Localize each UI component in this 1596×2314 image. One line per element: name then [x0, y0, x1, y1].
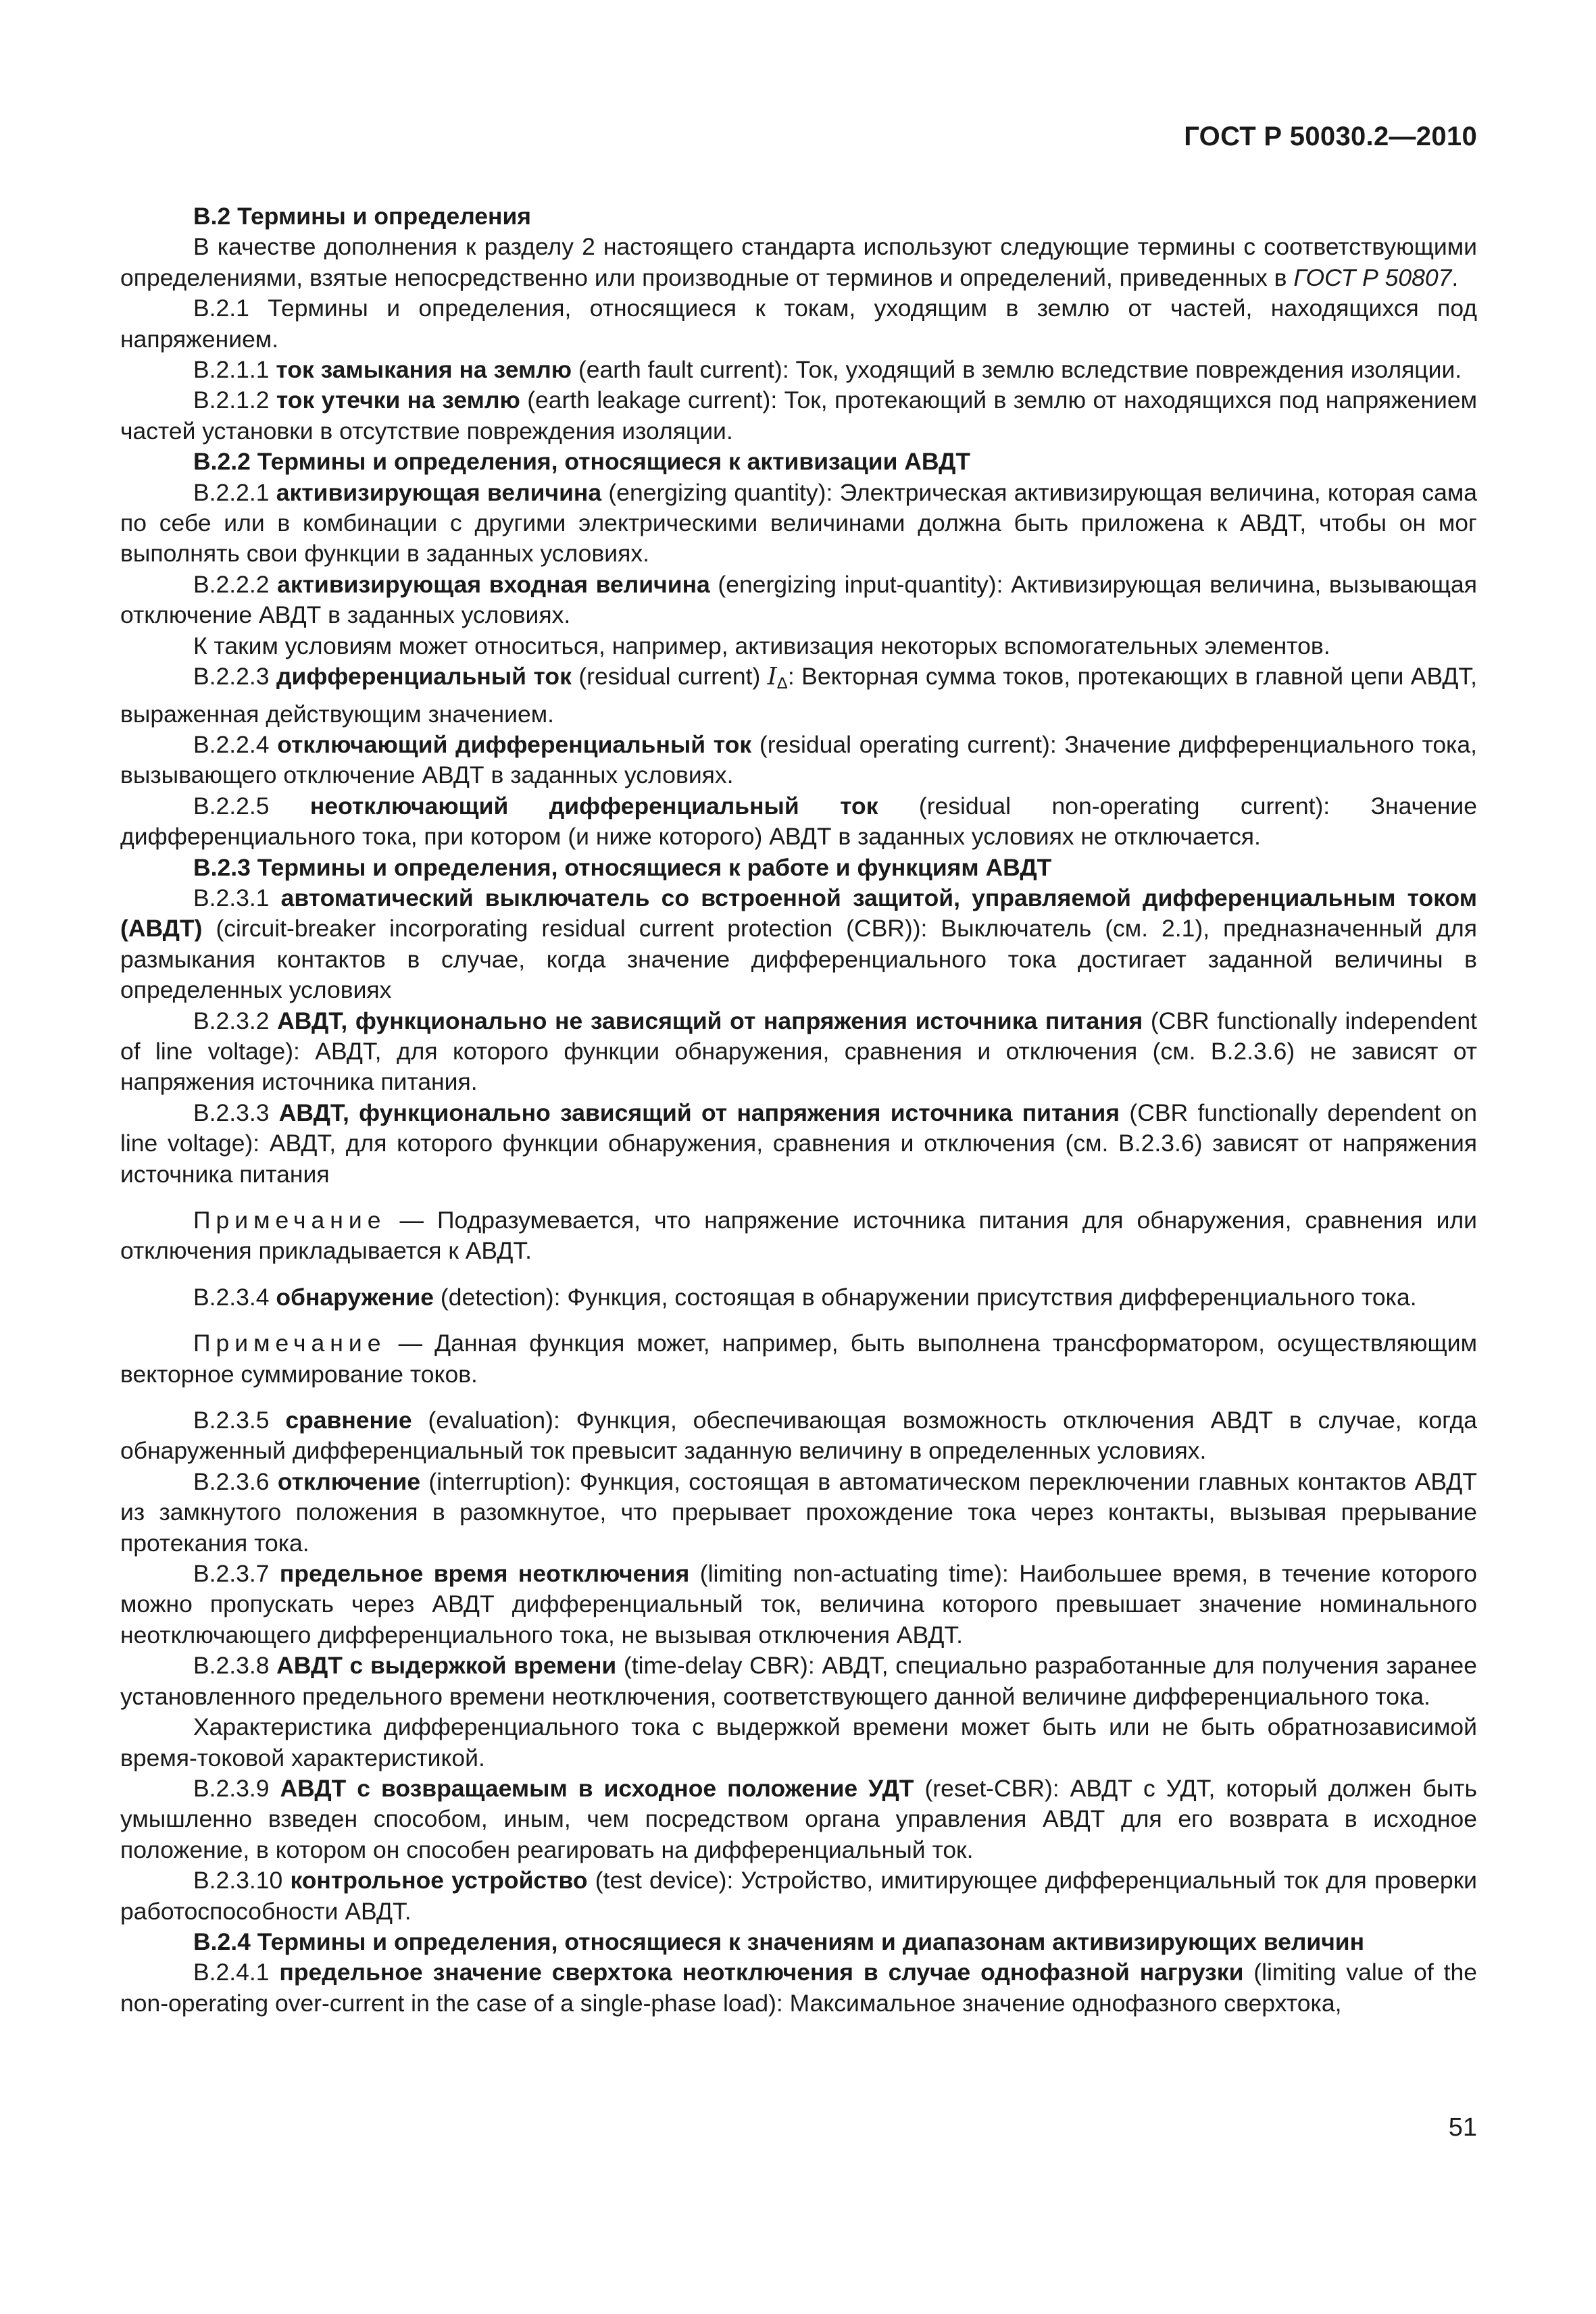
term-definition: В.2.1.2 ток утечки на землю (earth leakage current): Ток, протекающий в землю от находящихся под напряжением частей установки в отсутствие повреждения изоляции.	[120, 386, 1477, 445]
page-number: 51	[1448, 2113, 1477, 2142]
term-definition: В.2.2.3 дифференциальный ток (residual current) $I_\Delta$: Векторная сумма токов, протекающих в главной цепи АВДТ, выраженная действующим значением.	[120, 663, 1478, 728]
symbol: I	[767, 663, 777, 691]
term: АВДТ с выдержкой времени	[276, 1652, 617, 1680]
paragraph: К таким условиям может относиться, например, активизация некоторых вспомогательных элементов.	[193, 632, 1330, 659]
term: отключающий дифференциальный ток	[277, 730, 752, 758]
term-definition: В.2.2.4 отключающий дифференциальный ток (residual operating current): Значение дифференциального тока, вызывающего отключение АВДТ в заданных условиях.	[120, 730, 1477, 789]
paragraph: В качестве дополнения к разделу 2 настоящего стандарта используют следующие термины с соответствующими определениями, взятые непосредственно или производные от терминов и определений, приведенных в ГОСТ Р 50807.	[120, 233, 1477, 291]
note-label: Примечание	[193, 1330, 386, 1357]
term: обнаружение	[276, 1283, 434, 1311]
term: АВДТ, функционально зависящий от напряжения источника питания	[278, 1099, 1120, 1126]
section-heading: В.2 Термины и определения	[193, 203, 532, 230]
section-heading: В.2.4 Термины и определения, относящиеся к значениям и диапазонам активизирующих величин	[193, 1928, 1365, 1955]
term-definition: В.2.3.1 автоматический выключатель со встроенной защитой, управляемой дифференциальным током (АВДТ) (circuit-breaker incorporating residual current protection (CBR)): Выключатель (см. 2.1), предназначенный для размыкания контактов в случае, когда значение дифференциального тока достигает заданной величины в определенных условиях	[120, 884, 1477, 1004]
section-heading: В.2.3 Термины и определения, относящиеся к работе и функциям АВДТ	[193, 853, 1052, 881]
term: отключение	[277, 1467, 421, 1495]
term-definition: В.2.1.1 ток замыкания на землю (earth fault current): Ток, уходящий в землю вследствие повреждения изоляции.	[193, 356, 1462, 384]
note: Примечание — Данная функция может, например, быть выполнена трансформатором, осуществляющим векторное суммирование токов.	[120, 1330, 1477, 1388]
term-definition: В.2.2.2 активизирующая входная величина (energizing input-quantity): Активизирующая величина, вызывающая отключение АВДТ в заданных условиях.	[120, 570, 1477, 629]
term-definition: В.2.3.5 сравнение (evaluation): Функция, обеспечивающая возможность отключения АВДТ в случае, когда обнаруженный дифференциальный ток превысит заданную величину в определенных условиях.	[120, 1407, 1477, 1465]
term-definition: В.2.3.4 обнаружение (detection): Функция, состоящая в обнаружении присутствия дифференциального тока.	[193, 1283, 1417, 1311]
section-heading: В.2.2 Термины и определения, относящиеся к активизации АВДТ	[193, 448, 971, 476]
term: ток утечки на землю	[276, 386, 520, 414]
term-definition: В.2.3.6 отключение (interruption): Функция, состоящая в автоматическом переключении главных контактов АВДТ из замкнутого положения в разомкнутое, что прерывает прохождение тока через контакты, вызывая прерывание протекания тока.	[120, 1467, 1477, 1557]
term: автоматический выключатель со встроенной защитой, управляемой дифференциальным током (АВДТ)	[120, 884, 1477, 942]
term: активизирующая входная величина	[277, 570, 710, 598]
paragraph: Характеристика дифференциального тока с выдержкой времени может быть или не быть обратнозависимой время-токовой характеристикой.	[120, 1713, 1477, 1771]
symbol-subscript: Δ	[776, 674, 788, 693]
document-body	[120, 201, 1477, 2019]
term: предельное значение сверхтока неотключения в случае однофазной нагрузки	[279, 1959, 1244, 1986]
note-label: Примечание	[193, 1207, 386, 1234]
term: дифференциальный ток	[276, 663, 572, 690]
term: АВДТ с возвращаемым в исходное положение УДТ	[280, 1774, 914, 1802]
note: Примечание — Подразумевается, что напряжение источника питания для обнаружения, сравнения или отключения прикладывается к АВДТ.	[120, 1207, 1477, 1265]
term-definition: В.2.3.9 АВДТ с возвращаемым в исходное положение УДТ (reset-CBR): АВДТ с УДТ, который должен быть умышленно взведен способом, иным, чем посредством органа управления АВДТ для его возврата в исходное положение, в котором он способен реагировать на дифференциальный ток.	[120, 1774, 1477, 1863]
term-definition: В.2.3.8 АВДТ с выдержкой времени (time-delay CBR): АВДТ, специально разработанные для получения заранее установленного предельного времени неотключения, соответствующего данной величине дифференциального тока.	[120, 1652, 1477, 1710]
paragraph: В.2.1 Термины и определения, относящиеся к токам, уходящим в землю от частей, находящихся под напряжением.	[120, 295, 1477, 353]
reference: ГОСТ Р 50807	[1293, 263, 1452, 291]
term: АВДТ, функционально не зависящий от напряжения источника питания	[277, 1007, 1143, 1034]
term-definition: В.2.4.1 предельное значение сверхтока неотключения в случае однофазной нагрузки (limiting value of the non-operating over-current in the case of a single-phase load): Максимальное значение однофазного сверхтока,	[120, 1959, 1477, 2017]
term-definition: В.2.3.10 контрольное устройство (test device): Устройство, имитирующее дифференциальный ток для проверки работоспособности АВДТ.	[120, 1867, 1477, 1925]
term-definition: В.2.3.7 предельное время неотключения (limiting non-actuating time): Наибольшее время, в течение которого можно пропускать через АВДТ дифференциальный ток, величина которого превышает значение номинального неотключающего дифференциального тока, не вызывая отключения АВДТ.	[120, 1560, 1477, 1649]
term: неотключающий дифференциальный ток	[309, 792, 878, 820]
term-definition: В.2.2.1 активизирующая величина (energizing quantity): Электрическая активизирующая величина, которая сама по себе или в комбинации с другими электрическими величинами должна быть приложена к АВДТ, чтобы он мог выполнять свои функции в заданных условиях.	[120, 478, 1477, 568]
term: активизирующая величина	[276, 478, 602, 506]
term-definition: В.2.2.5 неотключающий дифференциальный ток (residual non-operating current): Значение дифференциального тока, при котором (и ниже которого) АВДТ в заданных условиях не отключается.	[120, 792, 1477, 851]
term: контрольное устройство	[290, 1867, 588, 1894]
term-definition: В.2.3.2 АВДТ, функционально не зависящий от напряжения источника питания (CBR functionally independent of line voltage): АВДТ, для которого функции обнаружения, сравнения и отключения (см. В.2.3.6) не зависят от напряжения источника питания.	[120, 1007, 1477, 1096]
term: ток замыкания на землю	[276, 356, 572, 384]
document-header: ГОСТ Р 50030.2—2010	[1184, 122, 1477, 151]
term: сравнение	[285, 1407, 412, 1434]
term: предельное время неотключения	[279, 1560, 690, 1588]
term-definition: В.2.3.3 АВДТ, функционально зависящий от напряжения источника питания (CBR functionally dependent on line voltage): АВДТ, для которого функции обнаружения, сравнения и отключения (см. В.2.3.6) зависят от напряжения источника питания	[120, 1099, 1477, 1188]
